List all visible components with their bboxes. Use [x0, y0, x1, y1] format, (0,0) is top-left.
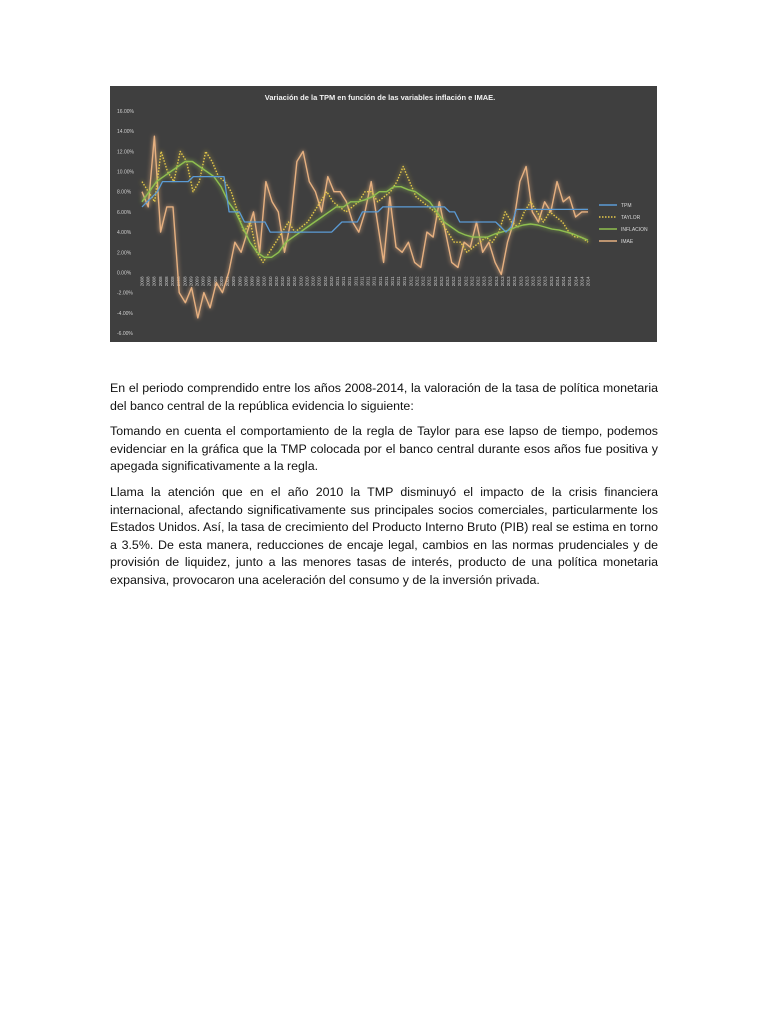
x-tick-label: 2011 — [371, 276, 377, 286]
x-tick-label: 2013 — [518, 276, 524, 287]
x-tick-label: 2011 — [335, 276, 341, 286]
y-tick-label: 4.00% — [117, 230, 132, 237]
x-tick-label: 2010 — [286, 276, 292, 287]
x-tick-label: 2012 — [463, 276, 469, 287]
y-tick-label: 12.00% — [117, 149, 134, 156]
x-tick-label: 2013 — [524, 276, 530, 287]
y-tick-label: 6.00% — [117, 209, 132, 216]
x-tick-label: 2012 — [451, 276, 457, 287]
x-tick-label: 2012 — [469, 276, 475, 287]
x-tick-label: 2008 — [170, 276, 176, 287]
x-tick-label: 2008 — [157, 276, 163, 287]
x-tick-label: 2008 — [176, 276, 182, 287]
x-tick-label: 2010 — [322, 276, 328, 287]
x-tick-label: 2014 — [573, 276, 579, 287]
x-tick-label: 2011 — [402, 276, 408, 286]
y-tick-label: -2.00% — [117, 290, 133, 297]
x-tick-label: 2010 — [328, 276, 334, 287]
x-tick-label: 2011 — [377, 276, 383, 286]
x-tick-label: 2010 — [280, 276, 286, 287]
paragraph-3: Llama la atención que en el año 2010 la TMP disminuyó el impacto de la crisis financiera internacional, afectando significativamente sus principales socios comerciales, particularmente los Estados Unidos. Así, la tasa de crecimiento del Producto Interno Bruto (PIB) real se estima en torno a 3.5%. De esta manera, reducciones de encaje legal, cambios en las normas prudenciales y de provisión de liquidez, junto a las menores tasas de interés, producto de una política monetaria expansiva, provocaron una aceleración del consumo y de la inversión privada. — [110, 484, 658, 587]
x-tick-label: 2009 — [212, 276, 218, 287]
paragraph-2: Tomando en cuenta el comportamiento de la regla de Taylor para ese lapso de tiempo, podemos evidenciar en la gráfica que la TMP colocada por el banco central durante esos años fue positiva y apegada significativamente a la regla. — [110, 424, 658, 474]
x-tick-label: 2014 — [567, 276, 573, 287]
y-tick-label: 16.00% — [117, 109, 134, 115]
x-tick-label: 2013 — [506, 276, 512, 287]
x-tick-label: 2014 — [579, 276, 585, 287]
x-tick-label: 2014 — [585, 276, 591, 287]
legend-label-tpm: TPM — [621, 202, 632, 209]
x-tick-label: 2009 — [249, 276, 255, 287]
x-tick-label: 2009 — [225, 276, 231, 287]
y-tick-label: 10.00% — [117, 169, 134, 176]
x-tick-label: 2011 — [383, 276, 389, 286]
x-tick-label: 2008 — [163, 276, 169, 287]
x-tick-label: 2010 — [267, 276, 273, 287]
x-tick-label: 2010 — [316, 276, 322, 287]
series-line-imae — [139, 136, 588, 318]
x-tick-label: 2008 — [145, 276, 151, 287]
chart-title: Variación de la TPM en función de las variables inflación e IMAE. — [264, 93, 496, 102]
x-tick-label: 2009 — [194, 276, 200, 287]
chart — [110, 86, 657, 342]
x-tick-label: 2009 — [255, 276, 261, 287]
x-tick-label: 2012 — [475, 276, 481, 287]
x-tick-label: 2010 — [310, 276, 316, 287]
x-tick-label: 2013 — [542, 276, 548, 287]
x-tick-label: 2013 — [512, 276, 518, 287]
x-tick-label: 2011 — [341, 276, 347, 286]
x-tick-label: 2011 — [389, 276, 395, 286]
x-tick-label: 2010 — [304, 276, 310, 287]
y-tick-label: 8.00% — [117, 189, 132, 196]
x-tick-label: 2013 — [548, 276, 554, 287]
x-tick-label: 2009 — [188, 276, 194, 287]
x-tick-label: 2011 — [347, 276, 353, 286]
x-tick-label: 2008 — [151, 276, 157, 287]
x-tick-label: 2013 — [530, 276, 536, 287]
series-line-tpm — [142, 177, 588, 233]
x-tick-label: 2010 — [261, 276, 267, 287]
y-tick-label: -6.00% — [117, 331, 133, 337]
paragraph-1: En el periodo comprendido entre los años 2008-2014, la valoración de la tasa de política monetaria del banco central de la república evidencia lo siguiente: — [110, 381, 658, 413]
x-tick-label: 2008 — [139, 276, 145, 287]
x-tick-label: 2008 — [182, 276, 188, 287]
x-tick-label: 2011 — [353, 276, 359, 286]
x-tick-label: 2013 — [499, 276, 505, 287]
x-tick-label: 2010 — [292, 276, 298, 287]
x-tick-label: 2012 — [420, 276, 426, 287]
x-tick-label: 2010 — [273, 276, 279, 287]
y-tick-label: 0.00% — [117, 270, 132, 277]
x-tick-label: 2011 — [359, 276, 365, 286]
x-tick-label: 2013 — [493, 276, 499, 287]
x-tick-label: 2013 — [487, 276, 493, 287]
x-tick-label: 2009 — [200, 276, 206, 287]
legend-label-taylor: TAYLOR — [621, 214, 641, 221]
x-tick-label: 2012 — [432, 276, 438, 287]
x-tick-label: 2011 — [365, 276, 371, 286]
x-tick-label: 2010 — [298, 276, 304, 287]
body-text — [110, 380, 658, 598]
x-tick-label: 2012 — [444, 276, 450, 287]
series-line-taylor — [142, 151, 588, 262]
x-tick-label: 2013 — [536, 276, 542, 287]
x-tick-label: 2014 — [561, 276, 567, 287]
y-tick-label: -4.00% — [117, 310, 133, 317]
x-tick-label: 2009 — [218, 276, 224, 287]
x-tick-label: 2012 — [408, 276, 414, 287]
x-tick-label: 2011 — [396, 276, 402, 286]
x-tick-label: 2012 — [414, 276, 420, 287]
y-tick-label: 14.00% — [117, 129, 134, 136]
x-tick-label: 2012 — [426, 276, 432, 287]
x-tick-label: 2009 — [206, 276, 212, 287]
x-tick-label: 2009 — [237, 276, 243, 287]
x-tick-label: 2009 — [231, 276, 237, 287]
legend-label-imae: IMAE — [621, 238, 634, 245]
x-tick-label: 2013 — [481, 276, 487, 287]
x-tick-label: 2014 — [554, 276, 560, 287]
x-tick-label: 2009 — [243, 276, 249, 287]
y-tick-label: 2.00% — [117, 250, 132, 257]
x-tick-label: 2012 — [457, 276, 463, 287]
x-tick-label: 2012 — [438, 276, 444, 287]
legend-label-inflacion: INFLACION — [621, 226, 648, 233]
chart-panel — [110, 86, 657, 342]
